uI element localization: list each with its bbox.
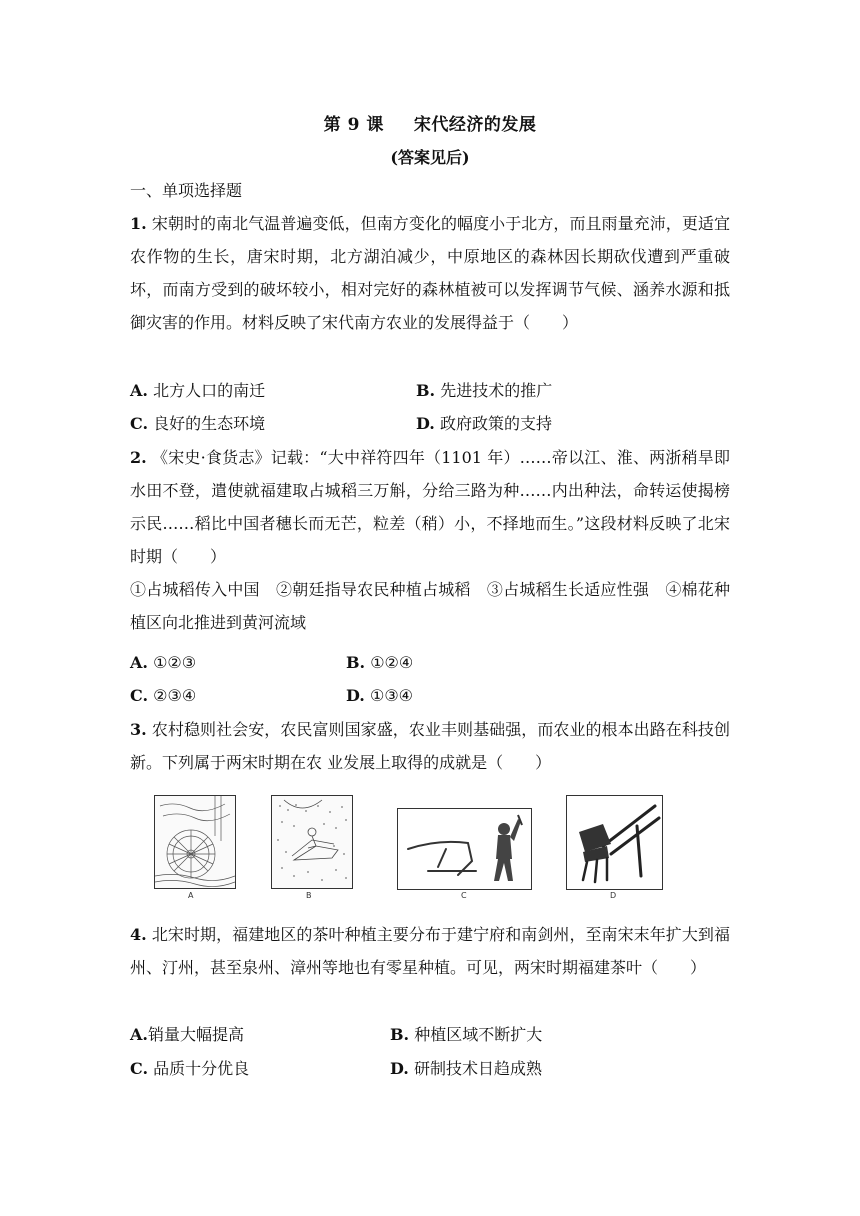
seed-drill-illustration-icon <box>566 795 663 890</box>
question-2 <box>130 441 730 639</box>
section-heading-block <box>130 174 730 207</box>
q2-option-a: A. ①②③ <box>130 653 197 672</box>
plow-farmer-illustration-icon <box>397 808 532 890</box>
q4-option-a: A.销量大幅提高 <box>130 1025 244 1044</box>
lesson-name: 宋代经济的发展 <box>413 115 537 135</box>
q4-option-d: D. 研制技术日趋成熟 <box>390 1059 542 1078</box>
q4-option-c: C. 品质十分优良 <box>130 1059 250 1078</box>
q1-option-a: A. 北方人口的南迁 <box>130 381 266 400</box>
q1-option-c: C. 良好的生态环境 <box>130 414 266 433</box>
rice-planting-drawing <box>272 796 352 888</box>
question-2-statements: ①占城稻传入中国 ②朝廷指导农民种植占城稻 ③占城稻生长适应性强 ④棉花种植区向北推进到黄河流域 <box>130 580 730 632</box>
question-2-text: 2. 《宋史·食货志》记载：“大中祥符四年（1101 年）……帝以江、淮、两浙稍旱即水田不登，遣使就福建取占城稻三万斛，分给三路为种……内出种法，命转运使揭榜示民……稻比中国者穗长而无芒，粒差（稍）小，不择地而生。”这段材料反映了北宋时期（ ） <box>130 448 730 566</box>
figure-d-label: D <box>610 891 617 900</box>
waterwheel-drawing <box>155 796 235 888</box>
question-1-text: 1. 宋朝时的南北气温普遍变低，但南方变化的幅度小于北方，而且雨量充沛，更适宜农作物的生长，唐宋时期，北方湖泊减少，中原地区的森林因长期砍伐遭到严重破坏，而南方受到的破坏较小，相对完好的森林植被可以发挥调节气候、涵养水源和抵御灾害的作用。材料反映了宋代南方农业的发展得益于（ ） <box>130 214 730 332</box>
q2-option-b: B. ①②④ <box>346 653 414 672</box>
q2-option-c: C. ②③④ <box>130 686 197 705</box>
lesson-number: 第 9 课 <box>323 115 384 135</box>
question-4-text: 4. 北宋时期，福建地区的茶叶种植主要分布于建宁府和南剑州，至南宋末年扩大到福州、汀州，甚至泉州、漳州等地也有零星种植。可见，两宋时期福建茶叶（ ） <box>130 925 730 977</box>
question-3 <box>130 713 730 779</box>
lesson-title <box>0 110 860 135</box>
figure-a-label: A <box>188 891 194 900</box>
answer-note: (答案见后) <box>390 148 470 167</box>
q4-option-b: B. 种植区域不断扩大 <box>390 1025 543 1044</box>
question-3-text: 3. 农村稳则社会安，农民富则国家盛，农业丰则基础强，而农业的根本出路在科技创新。下列属于两宋时期在农 业发展上取得的成就是（ ） <box>130 720 730 772</box>
figure-c-label: C <box>461 891 467 900</box>
section-heading: 一、单项选择题 <box>130 181 243 200</box>
q1-option-b: B. 先进技术的推广 <box>416 381 553 400</box>
question-4 <box>130 918 730 984</box>
seed-drill-drawing <box>567 796 662 889</box>
q1-option-d: D. 政府政策的支持 <box>416 414 552 433</box>
plow-farmer-drawing <box>398 809 531 889</box>
q2-option-d: D. ①③④ <box>346 686 413 705</box>
question-1 <box>130 207 730 339</box>
rice-planting-illustration-icon <box>271 795 353 889</box>
figure-b-label: B <box>306 891 312 900</box>
waterwheel-illustration-icon <box>154 795 236 889</box>
